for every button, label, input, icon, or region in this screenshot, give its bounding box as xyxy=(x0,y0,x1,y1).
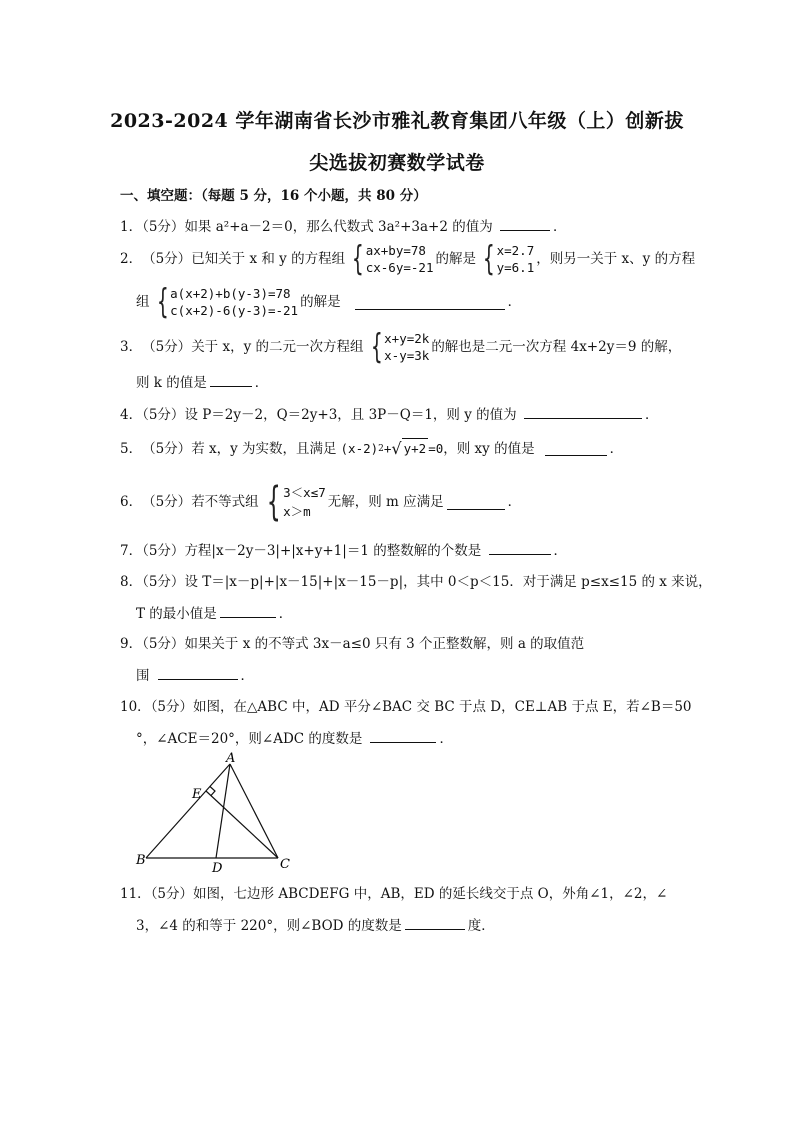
q10-end: ． xyxy=(439,731,453,747)
q6-end: ． xyxy=(507,494,522,510)
q11-text: 如图，七边形 ABCDEFG 中，AB，ED 的延长线交于点 O，外角∠1，∠2，∠ xyxy=(193,886,668,902)
question-1 xyxy=(120,216,567,237)
question-5 xyxy=(120,438,623,459)
q9-end: ． xyxy=(240,668,254,684)
answer-blank[interactable] xyxy=(355,295,505,310)
equation-row: ax+by=78 xyxy=(365,243,426,258)
title-line-1: 2023-2024 学年湖南省长沙市雅礼教育集团八年级（上）创新拔 xyxy=(110,110,684,132)
q5-eq: =0 xyxy=(428,440,444,456)
equation-system xyxy=(152,282,299,322)
q11-score: （5分） xyxy=(150,886,194,902)
label-d: D xyxy=(212,861,223,876)
q1-text: a²+a－2＝0，那么代数式 3a²+3a+2 的值为 xyxy=(215,219,493,235)
q3-line2: 则 k 的值是 xyxy=(136,375,207,391)
q2-mid: 的解是 xyxy=(435,251,476,267)
q10-number: 10． xyxy=(120,699,151,715)
q5-plus: + xyxy=(383,440,392,456)
answer-blank[interactable] xyxy=(370,728,436,743)
q1-post: ． xyxy=(553,219,567,235)
q9-score: （5分） xyxy=(142,636,185,652)
solution-row: x=2.7 xyxy=(496,243,535,258)
q3-number: 3． xyxy=(120,339,143,355)
q4-text: 设 P＝2y－2，Q＝2y+3，且 3P－Q＝1，则 y 的值为 xyxy=(184,407,517,423)
q10-line2: °，∠ACE＝20°，则∠ADC 的度数是 xyxy=(136,731,363,747)
q6-score: （5分） xyxy=(142,494,192,510)
q9-number: 9． xyxy=(120,636,143,652)
answer-blank[interactable] xyxy=(210,372,252,387)
label-a: A xyxy=(226,751,236,766)
question-2 xyxy=(120,239,696,279)
question-10 xyxy=(120,697,692,717)
label-b: B xyxy=(136,853,146,868)
answer-blank[interactable] xyxy=(220,603,276,618)
equation-row: a(x+2)+b(y-3)=78 xyxy=(170,286,291,301)
q1-score: （5分） xyxy=(142,219,185,235)
label-c: C xyxy=(280,857,290,872)
q8-score: （5分） xyxy=(142,574,185,590)
q6-post: 无解，则 m 应满足 xyxy=(327,494,444,510)
q8-end: ． xyxy=(278,606,293,622)
equation-system xyxy=(347,239,434,279)
answer-blank[interactable] xyxy=(545,441,607,456)
q7-number: 7． xyxy=(120,543,143,559)
q3-line2-post: ． xyxy=(254,375,269,391)
q4-post: ． xyxy=(644,407,659,423)
q1-pre: 如果 xyxy=(184,219,212,235)
answer-blank[interactable] xyxy=(524,404,642,419)
q11-line2: 3，∠4 的和等于 220°，则∠BOD 的度数是 xyxy=(136,918,402,934)
q5-root: y+2 xyxy=(402,438,429,459)
q5-exponent: 2 xyxy=(378,443,384,454)
equation-row: x-y=3k xyxy=(384,348,430,363)
q2-line2-pre: 组 xyxy=(136,294,150,310)
brace: { xyxy=(156,282,169,322)
q2-pre: 已知关于 x 和 y 的方程组 xyxy=(191,251,346,267)
q5-expression: (x-2) xyxy=(340,440,379,456)
question-7 xyxy=(120,540,567,561)
right-angle-mark xyxy=(210,787,215,796)
answer-blank[interactable] xyxy=(500,216,550,231)
inequality-row: x＞m xyxy=(283,504,311,519)
q8-line2: T 的最小值是 xyxy=(136,606,217,622)
q2-post: ，则另一关于 x、y 的方程 xyxy=(536,251,696,267)
q1-number: 1． xyxy=(120,219,143,235)
question-10-line-2 xyxy=(136,728,453,749)
question-4 xyxy=(120,404,658,425)
brace: { xyxy=(351,239,364,279)
q5-end: ． xyxy=(609,440,624,457)
answer-blank[interactable] xyxy=(405,915,465,930)
question-6 xyxy=(120,479,522,525)
question-8-line-2 xyxy=(136,603,292,624)
q5-post: ，则 xy 的值是 xyxy=(443,440,535,457)
q10-text: 如图，在△ABC 中，AD 平分∠BAC 交 BC 于点 D，CE⊥AB 于点 E，若∠B＝50 xyxy=(193,699,692,715)
equation-row: c(x+2)-6(y-3)=-21 xyxy=(170,303,299,318)
q6-pre: 若不等式组 xyxy=(191,494,259,510)
altitude-ce xyxy=(206,791,278,858)
question-11-line-2 xyxy=(136,915,495,936)
brace: { xyxy=(266,479,281,525)
side-ab xyxy=(146,764,230,858)
q6-number: 6． xyxy=(120,494,143,510)
q7-score: （5分） xyxy=(142,543,185,559)
q4-score: （5分） xyxy=(142,407,185,423)
q11-end: 度． xyxy=(467,918,495,934)
answer-blank[interactable] xyxy=(447,495,505,510)
inequality-system xyxy=(261,479,326,525)
answer-blank[interactable] xyxy=(158,665,238,680)
q9-text: 如果关于 x 的不等式 3x－a≤0 只有 3 个正整数解，则 a 的取值范 xyxy=(184,636,585,652)
q10-score: （5分） xyxy=(150,699,194,715)
section-heading: 一、填空题：（每题 5 分，16 个小题，共 80 分） xyxy=(120,188,427,204)
brace: { xyxy=(482,239,495,279)
question-2-line-2 xyxy=(136,282,522,322)
triangle-figure xyxy=(130,750,300,880)
solution-system xyxy=(478,239,535,279)
question-9-line-2 xyxy=(136,665,254,686)
q9-line2: 围 xyxy=(136,668,150,684)
equation-system xyxy=(366,327,430,367)
q8-text: 设 T＝|x－p|+|x－15|+|x－15－p|，其中 0＜p＜15．对于满足 p≤x≤15 的 x 来说， xyxy=(184,574,712,590)
inequality-row: 3＜x≤7 xyxy=(283,485,326,500)
q5-score: （5分） xyxy=(142,440,192,457)
q2-score: （5分） xyxy=(142,251,192,267)
solution-row: y=6.1 xyxy=(496,260,535,275)
equation-row: x+y=2k xyxy=(384,331,430,346)
brace: { xyxy=(370,327,383,367)
q2-number: 2． xyxy=(120,251,143,267)
question-11 xyxy=(120,884,667,904)
side-ac xyxy=(230,764,278,858)
q3-score: （5分） xyxy=(142,339,192,355)
sqrt-icon: √ xyxy=(391,438,402,458)
question-3 xyxy=(120,327,682,367)
q8-number: 8． xyxy=(120,574,143,590)
q11-number: 11． xyxy=(120,886,151,902)
question-8 xyxy=(120,572,712,592)
title-line-2: 尖选拔初赛数学试卷 xyxy=(309,152,485,174)
question-9 xyxy=(120,634,584,654)
q5-pre: 若 x，y 为实数，且满足 xyxy=(191,440,337,457)
q4-number: 4． xyxy=(120,407,143,423)
q2-line2-mid: 的解是 xyxy=(300,294,341,310)
q2-line2-post: ． xyxy=(507,294,522,310)
question-3-line-2 xyxy=(136,372,268,393)
q3-post: 的解也是二元一次方程 4x+2y＝9 的解， xyxy=(431,339,682,355)
equation-row: cx-6y=-21 xyxy=(365,260,434,275)
label-e: E xyxy=(192,787,202,802)
q5-number: 5． xyxy=(120,440,143,457)
q7-end: ． xyxy=(553,543,567,559)
answer-blank[interactable] xyxy=(489,540,551,555)
q3-pre: 关于 x，y 的二元一次方程组 xyxy=(191,339,364,355)
q7-text: 方程|x－2y－3|+|x+y+1|＝1 的整数解的个数是 xyxy=(184,543,482,559)
